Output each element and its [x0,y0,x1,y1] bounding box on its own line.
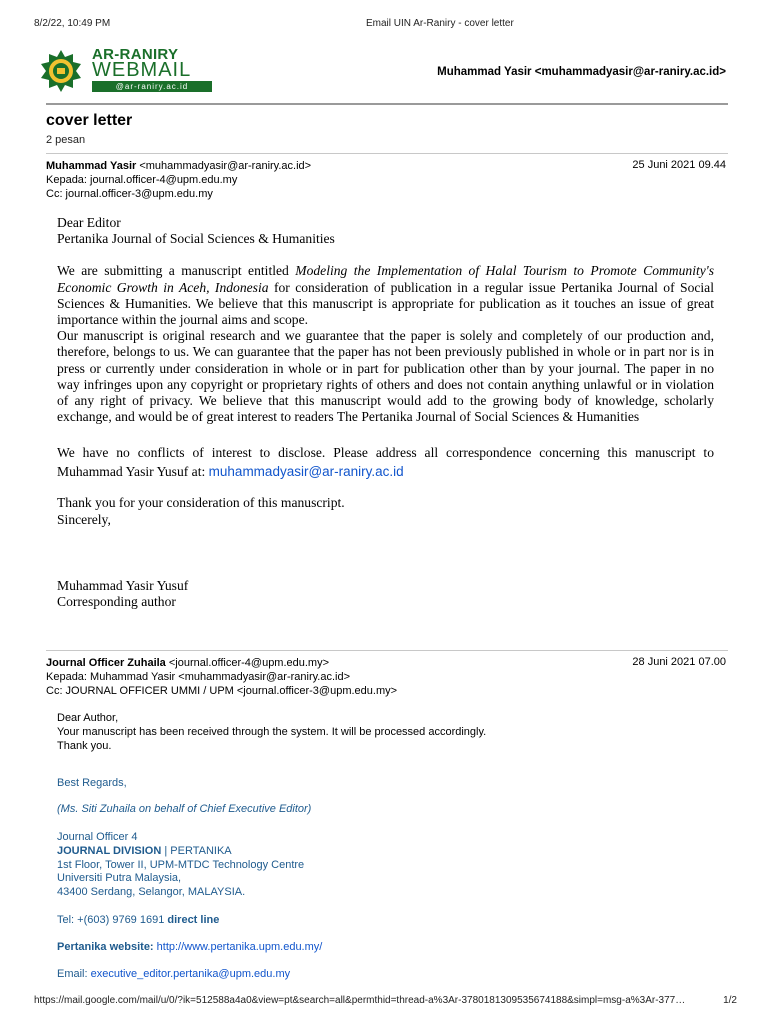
webmail-logo [38,44,192,98]
reply-salutation: Dear Author, [57,712,119,724]
address-line-2: Universiti Putra Malaysia, [57,872,182,885]
thanks-line: Thank you for your consideration of this manuscript. [57,495,345,511]
sender-name: Muhammad Yasir [46,160,137,172]
signature-name: Muhammad Yasir Yusuf [57,577,189,593]
correspondence-email-link[interactable]: muhammadyasir@ar-raniry.ac.id [208,464,404,480]
website-line: Pertanika website: http://www.pertanika.upm.edu.my/ [57,940,323,953]
message-1-cc: Cc: journal.officer-3@upm.edu.my [46,188,213,200]
message-2-cc: Cc: JOURNAL OFFICER UMMI / UPM <journal.officer-3@upm.edu.my> [46,685,398,697]
manuscript-title: Modeling the Implementation of Halal Tourism to Promote Community's Economic Growth in Aceh, Indonesia [57,263,715,295]
print-timestamp: 8/2/22, 10:49 PM [34,18,111,29]
sender-email: <muhammadyasir@ar-raniry.ac.id> [136,160,312,172]
message-2-date: 28 Juni 2021 07.00 [632,656,726,668]
signature-role: Corresponding author [57,594,176,610]
print-footer-url: https://mail.google.com/mail/u/0/?ik=512588a4a0&view=pt&search=all&permthid=thread-a%3Ar-3780181309535674188&simpl=msg-a%3Ar-377… [34,995,686,1006]
message-2-meta [46,656,397,698]
best-regards: Best Regards, [57,777,127,790]
sender-name-2: Journal Officer Zuhaila [46,657,166,669]
thread-subject: cover letter [46,112,133,129]
on-behalf-line: (Ms. Siti Zuhaila on behalf of Chief Executive Editor) [57,803,312,816]
message-2-body [57,712,717,981]
journal-name: Pertanika Journal of Social Sciences & Humanities [57,231,335,247]
message-1-to: Kepada: journal.officer-4@upm.edu.my [46,174,238,186]
account-identity: Muhammad Yasir <muhammadyasir@ar-raniry.ac.id> [437,66,726,78]
message-1-date: 25 Juni 2021 09.44 [632,159,726,171]
email-line: Email: executive_editor.pertanika@upm.edu.my [57,967,291,980]
message-2-to: Kepada: Muhammad Yasir <muhammadyasir@ar-raniry.ac.id> [46,671,351,683]
telephone-line: Tel: +(603) 9769 1691 direct line [57,913,220,926]
print-doc-title: Email UIN Ar-Raniry - cover letter [366,18,514,29]
paragraph-2: Our manuscript is original research and we guarantee that the paper is solely and completely of our production and, therefore, belongs to us. We can guarantee that the paper has not been previously published in whole or in part nor is in press or currently under consideration in whole or in part for publication other than by your journal. The paper in no way infringes upon any copyright or proprietary rights of others and does not contain anything unlawful or in violation of any right of privacy. We believe that this manuscript would add to the growing body of knowledge, scholarly exchange, and would be of great interest to readers The Pertanika Journal of Social Sciences & Humanities [57,328,714,425]
salutation: Dear Editor [57,215,121,230]
editor-email-link[interactable]: executive_editor.pertanika@upm.edu.my [90,967,291,980]
reply-thanks: Thank you. [57,739,112,752]
message-2-from [46,656,397,670]
reply-body: Your manuscript has been received through the system. It will be processed accordingly. [57,725,487,738]
university-emblem-icon [38,48,84,94]
message-divider-2 [46,650,728,651]
paragraph-1: We are submitting a manuscript entitled Modeling the Implementation of Halal Tourism to Promote Community's Economic Growth in Aceh, Indonesia for consideration of publication in a regular issue Pertanika Journal of Social Sciences & Humanities. We believe that this manuscript is appropriate for publication as it touches an issue of great importance within the journal aims and scope. [57,263,715,328]
website-link[interactable]: http://www.pertanika.upm.edu.my/ [153,940,323,953]
message-divider [46,153,728,154]
paragraph-3: We have no conflicts of interest to disclose. Please address all correspondence concerning this manuscript to Muhammad Yasir Yusuf at: muhammadyasir@ar-raniry.ac.id [57,445,714,480]
message-count: 2 pesan [46,134,86,146]
message-1-body [57,215,714,610]
page-number: 1/2 [723,995,737,1006]
signature-title: Journal Officer 4 [57,830,138,843]
logo-line-3: @ar-raniry.ac.id [92,81,212,92]
address-line-3: 43400 Serdang, Selangor, MALAYSIA. [57,886,246,899]
header-divider [46,103,728,105]
address-line-1: 1st Floor, Tower II, UPM-MTDC Technology Centre [57,858,305,871]
message-1-meta [46,159,311,201]
sender-email-2: <journal.officer-4@upm.edu.my> [165,657,330,669]
closing-line: Sincerely, [57,511,111,527]
logo-line-1: AR-RANIRY [92,46,179,63]
signature-division: JOURNAL DIVISION | PERTANIKA [57,844,232,857]
logo-line-2: WEBMAIL [92,59,192,81]
message-1-from [46,159,311,173]
